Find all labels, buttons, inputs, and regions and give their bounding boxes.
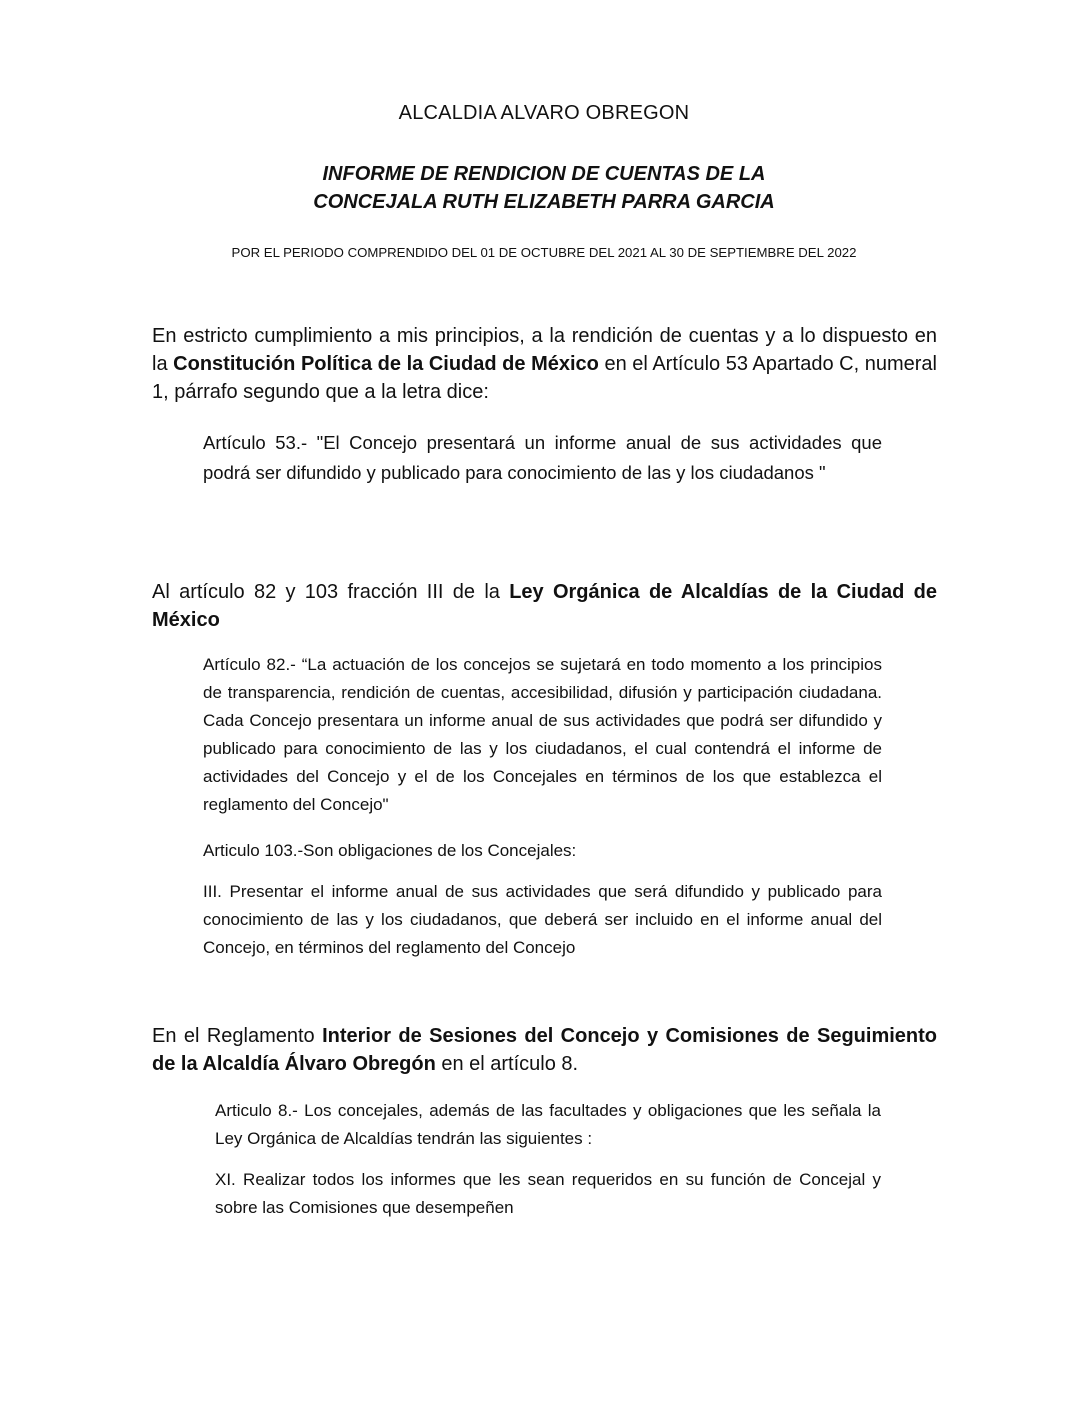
article-103-quote: Articulo 103.-Son obligaciones de los Concejales: [203,841,577,860]
report-title-line-1: INFORME DE RENDICION DE CUENTAS DE LA [322,163,766,185]
report-title-line-2: CONCEJALA RUTH ELIZABETH PARRA GARCIA [313,191,775,213]
law-intro-paragraph [152,578,937,634]
report-title [0,160,1088,216]
constitution-intro-text-end: en el Artículo 53 Apartado C, numeral 1, párrafo segundo que a la letra dice: [152,353,938,403]
office-title: ALCALDIA ALVARO OBREGON [398,102,690,124]
regulation-intro-paragraph [152,1022,937,1078]
regulation-name: Interior de Sesiones del Concejo y Comisiones de Seguimiento de la Alcaldía Álvaro Obregón [152,1025,938,1075]
regulation-intro-text: En el Reglamento [152,1025,323,1047]
law-name: Ley Orgánica de Alcaldías de la Ciudad de México [152,581,937,631]
law-intro-text: Al artículo 82 y 103 fracción III de la [152,581,510,603]
article-53-quote: Artículo 53.- "El Concejo presentará un informe anual de sus actividades que podrá ser difundido y publicado para conocimiento de las y los ciudadanos " [203,432,882,483]
regulation-intro-text-end: en el artículo 8. [435,1053,579,1075]
article-8-fraction-xi: XI. Realizar todos los informes que les sean requeridos en su función de Concejal y sobre las Comisiones que desempeñen [215,1170,881,1217]
article-8-quote: Articulo 8.- Los concejales, además de las facultades y obligaciones que les señala la Ley Orgánica de Alcaldías tendrán las siguientes : [215,1101,881,1148]
article-103-fraction-iii: III. Presentar el informe anual de sus actividades que será difundido y publicado para conocimiento de las y los ciudadanos, que deberá ser incluido en el informe anual del Concejo, en términos del reglamento del Concejo [203,882,882,957]
report-period: POR EL PERIODO COMPRENDIDO DEL 01 DE OCTUBRE DEL 2021 AL 30 DE SEPTIEMBRE DEL 2022 [231,245,857,260]
constitution-intro-text: En estricto cumplimiento a mis principios, a la rendición de cuentas y a lo dispuesto en la [152,325,937,375]
constitution-name: Constitución Política de la Ciudad de México [173,353,599,375]
article-82-quote: Artículo 82.- “La actuación de los concejos se sujetará en todo momento a los principios de transparencia, rendición de cuentas, accesibilidad, difusión y participación ciudadana. Cada Concejo presentara un informe anual de sus actividades que podrá ser difundido y publicado para conocimiento de las y los ciudadanos, el cual contendrá el informe de actividades del Concejo y el de los Concejales en términos de los que establezca el reglamento del Concejo" [203,655,882,814]
constitution-intro-paragraph [152,322,937,406]
